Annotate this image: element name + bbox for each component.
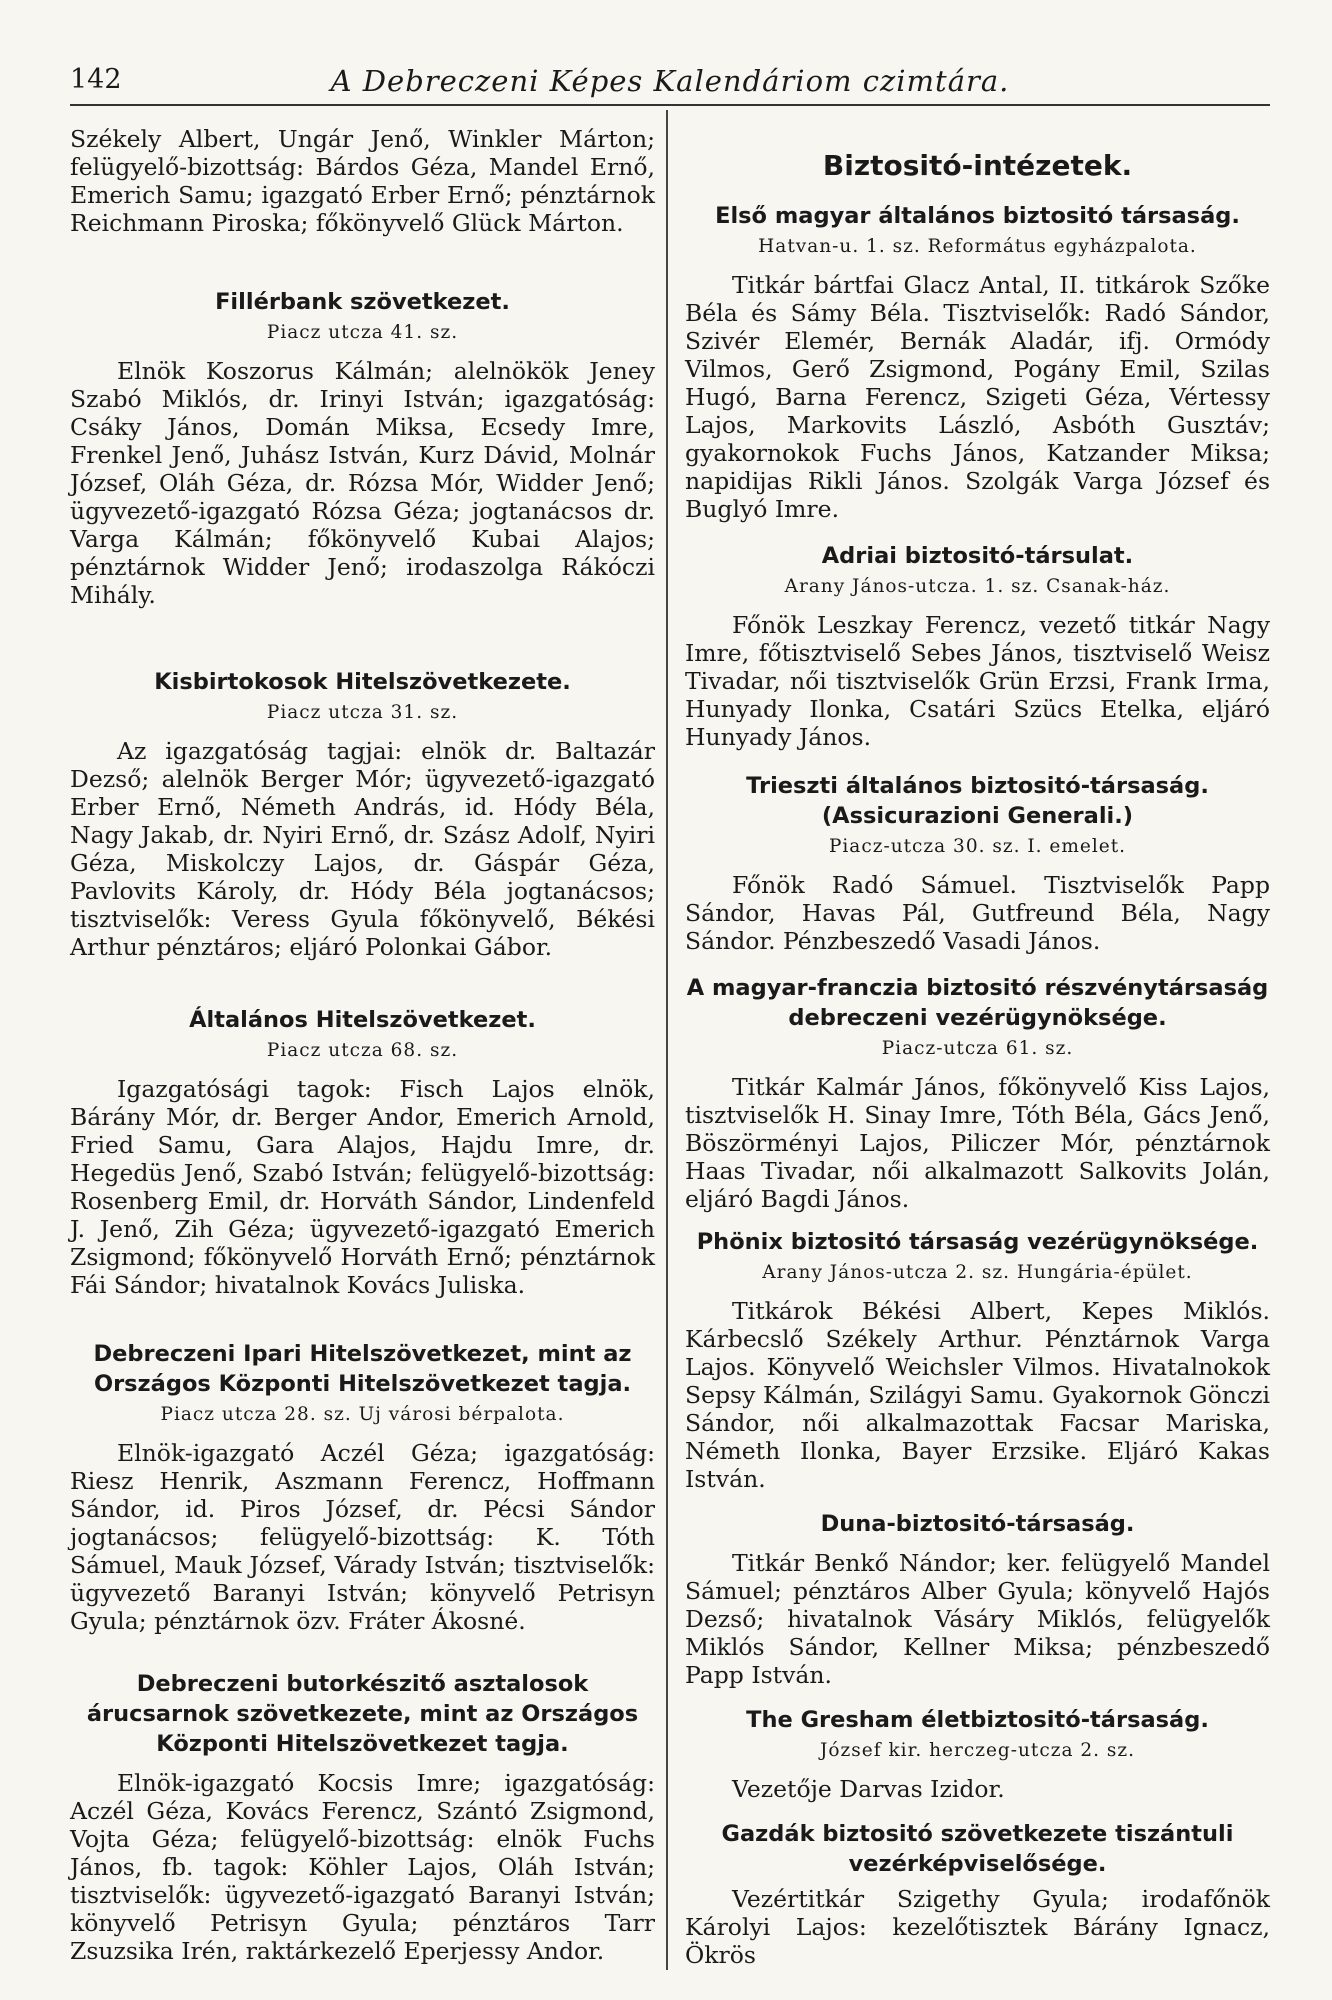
page-header bbox=[70, 58, 1270, 106]
section-butorkeszito bbox=[70, 1669, 655, 1965]
section-body: Elnök-igazgató Aczél Géza; igazgatóság: Riesz Henrik, Aszmann Ferencz, Hoffmann Sándor, id. Piros József, dr. Pécsi Sándor jogtanácsos; felügyelő-bizottság: K. Tóth Sámuel, Mauk József, Várady István; tisztviselők: ügyvezető Baranyi István; könyvelő Petrisyn Gyula; pénztárnok özv. Fráter Ákosné. bbox=[70, 1439, 655, 1635]
section-address: Arany János-utcza. 1. sz. Csanak-ház. bbox=[784, 576, 1171, 597]
section-address: József kir. herczeg-utcza 2. sz. bbox=[819, 1740, 1136, 1761]
left-column bbox=[70, 125, 655, 1965]
section-body: Elnök Koszorus Kálmán; alelnökök Jeney Szabó Miklós, dr. Irinyi István; igazgatóság: Csáky János, Domán Miksa, Ecsedy Imre, Frenkel Jenő, Juhász István, Kurz Dávid, Molnár József, Oláh Géza, dr. Rózsa Mór, Widder Jenő; ügyvezető-igazgató Rózsa Géza; jogtanácsos dr. Varga Kálmán; főkönyvelő Kubai Alajos; pénztárnok Widder Jenő; irodaszolga Rákóczi Mihály. bbox=[70, 357, 655, 609]
column-divider bbox=[666, 110, 668, 1970]
column-heading: Biztositó-intézetek. bbox=[822, 149, 1133, 182]
section-title: Első magyar általános biztositó társaság. bbox=[715, 203, 1240, 229]
right-column bbox=[685, 125, 1270, 1969]
section-title: Kisbirtokosok Hitelszövetkezete. bbox=[154, 669, 571, 695]
section-ipari bbox=[70, 1339, 655, 1635]
section-altalanos bbox=[70, 1005, 655, 1299]
section-adriai bbox=[685, 541, 1270, 751]
section-body: Titkár Benkő Nándor; ker. felügyelő Mandel Sámuel; pénztáros Alber Gyula; könyvelő Hajós Dezső; hivatalnok Vásáry Miklós, felügyelők Miklós Sándor, Kellner Miksa; pénzbeszedő Papp István. bbox=[685, 1549, 1270, 1689]
section-body: Titkárok Békési Albert, Kepes Miklós. Kárbecslő Székely Arthur. Pénztárnok Varga Lajos. Könyvelő Weichsler Vilmos. Hivatalnokok Sepsy Kálmán, Szilágyi Samu. Gyakornok Gönczi Sándor, női alkalmazottak Facsar Mariska, Németh Ilonka, Bayer Erzsike. Eljáró Kakas István. bbox=[685, 1297, 1270, 1493]
intro-paragraph: Székely Albert, Ungár Jenő, Winkler Márton; felügyelő-bizottság: Bárdos Géza, Mandel Ernő, Emerich Samu; igazgató Erber Ernő; pénztárnok Reichmann Piroska; főkönyvelő Glück Márton. bbox=[70, 125, 655, 237]
section-kisbirtokosok bbox=[70, 667, 655, 961]
section-title: Általános Hitelszövetkezet. bbox=[189, 1007, 536, 1033]
page-number: 142 bbox=[70, 64, 122, 95]
section-address: Piacz utcza 31. sz. bbox=[266, 702, 459, 723]
section-phonix bbox=[685, 1227, 1270, 1493]
section-body: Elnök-igazgató Kocsis Imre; igazgatóság: Aczél Géza, Kovács Ferencz, Szántó Zsigmond, Vojta Géza; felügyelő-bizottság: elnök Fuchs János, fb. tagok: Köhler Lajos, Oláh István; tisztviselők: ügyvezető-igazgató Baranyi István; könyvelő Petrisyn Gyula; pénztáros Tarr Zsuzsika Irén, raktárkezelő Eperjessy Andor. bbox=[70, 1769, 655, 1965]
section-address: Piacz utcza 28. sz. Uj városi bérpalota. bbox=[160, 1404, 565, 1425]
section-gresham bbox=[685, 1705, 1270, 1803]
section-title: Debreczeni butorkészitő asztalosok árucsarnok szövetkezete, mint az Országos Központi Hitelszövetkezet tagja. bbox=[86, 1671, 639, 1757]
section-duna bbox=[685, 1509, 1270, 1689]
section-title: Adriai biztositó-társulat. bbox=[821, 543, 1134, 569]
section-title: The Gresham életbiztositó-társaság. bbox=[746, 1707, 1209, 1733]
section-title: Gazdák biztositó szövetkezete tiszántuli vezérképviselősége. bbox=[721, 1821, 1234, 1877]
section-body: Főnök Radó Sámuel. Tisztviselők Papp Sándor, Havas Pál, Gutfreund Béla, Nagy Sándor. Pénzbeszedő Vasadi János. bbox=[685, 871, 1270, 955]
running-title: A Debreczeni Képes Kalendáriom czimtára. bbox=[330, 64, 1010, 98]
section-address: Hatvan-u. 1. sz. Református egyházpalota. bbox=[758, 236, 1197, 257]
section-gazdak bbox=[685, 1819, 1270, 1969]
section-body: Vezetője Darvas Izidor. bbox=[732, 1775, 1005, 1803]
section-address: Piacz-utcza 30. sz. I. emelet. bbox=[828, 836, 1127, 857]
section-title: Fillérbank szövetkezet. bbox=[215, 289, 510, 315]
section-address: Piacz utcza 68. sz. bbox=[266, 1040, 459, 1061]
section-title: Debreczeni Ipari Hitelszövetkezet, mint az Országos Központi Hitelszövetkezet tagja. bbox=[93, 1341, 632, 1397]
section-title: Duna-biztositó-társaság. bbox=[820, 1511, 1135, 1537]
section-body: Vezértitkár Szigethy Gyula; irodafőnök Károlyi Lajos: kezelőtisztek Bárány Ignacz, Ökrös bbox=[685, 1885, 1270, 1969]
section-address: Piacz-utcza 61. sz. bbox=[881, 1038, 1074, 1059]
section-title: A magyar-franczia biztositó részvénytársaság debreczeni vezérügynöksége. bbox=[686, 975, 1269, 1031]
section-title: Phönix biztositó társaság vezérügynöksége. bbox=[696, 1229, 1259, 1255]
section-address: Piacz utcza 41. sz. bbox=[266, 322, 459, 343]
section-body: Az igazgatóság tagjai: elnök dr. Baltazár Dezső; alelnök Berger Mór; ügyvezető-igazgató Erber Ernő, Németh András, id. Hódy Béla, Nagy Jakab, dr. Nyiri Ernő, dr. Szász Adolf, Nyiri Géza, Miskolczy Lajos, dr. Gáspár Géza, Pavlovits Károly, dr. Hódy Béla jogtanácsos; tisztviselők: Veress Gyula főkönyvelő, Békési Arthur pénztáros; eljáró Polonkai Gábor. bbox=[70, 737, 655, 961]
section-address: Arany János-utcza 2. sz. Hungária-épület. bbox=[762, 1262, 1193, 1283]
section-magyar-franczia bbox=[685, 973, 1270, 1213]
section-elso-magyar bbox=[685, 201, 1270, 523]
section-body: Igazgatósági tagok: Fisch Lajos elnök, Bárány Mór, dr. Berger Andor, Emerich Arnold, Fried Samu, Gara Alajos, Hajdu Imre, dr. Hegedüs Jenő, Szabó István; felügyelő-bizottság: Rosenberg Emil, dr. Horváth Sándor, Lindenfeld J. Jenő, Zih Géza; ügyvezető-igazgató Emerich Zsigmond; főkönyvelő Horváth Ernő; pénztárnok Fái Sándor; hivatalnok Kovács Juliska. bbox=[70, 1075, 655, 1299]
section-body: Titkár Kalmár János, főkönyvelő Kiss Lajos, tisztviselők H. Sinay Imre, Tóth Béla, Gács Jenő, Böszörményi Lajos, Piliczer Mór, pénztárnok Haas Tivadar, női alkalmazott Salkovits Jolán, eljáró Bagdi János. bbox=[685, 1073, 1270, 1213]
section-trieszti bbox=[685, 771, 1270, 955]
section-body: Főnök Leszkay Ferencz, vezető titkár Nagy Imre, főtisztviselő Sebes János, tisztviselő Weisz Tivadar, női tisztviselők Grün Erzsi, Frank Irma, Hunyady Ilonka, Csatári Szücs Etelka, eljáró Hunyady János. bbox=[685, 611, 1270, 751]
section-title: Trieszti általános biztositó-társaság. (Assicurazioni Generali.) bbox=[746, 773, 1209, 829]
section-fillerbank bbox=[70, 287, 655, 609]
section-body: Titkár bártfai Glacz Antal, II. titkárok Szőke Béla és Sámy Béla. Tisztviselők: Radó Sándor, Szivér Elemér, Bernák Aladár, ifj. Ormódy Vilmos, Gerő Zsigmond, Pogány Emil, Szilas Hugó, Barna Ferencz, Szigeti Géza, Vértessy Lajos, Markovits László, Asbóth Gusztáv; gyakornokok Fuchs János, Katzander Miksa; napidijas Rikli János. Szolgák Varga József és Buglyó Imre. bbox=[685, 271, 1270, 523]
